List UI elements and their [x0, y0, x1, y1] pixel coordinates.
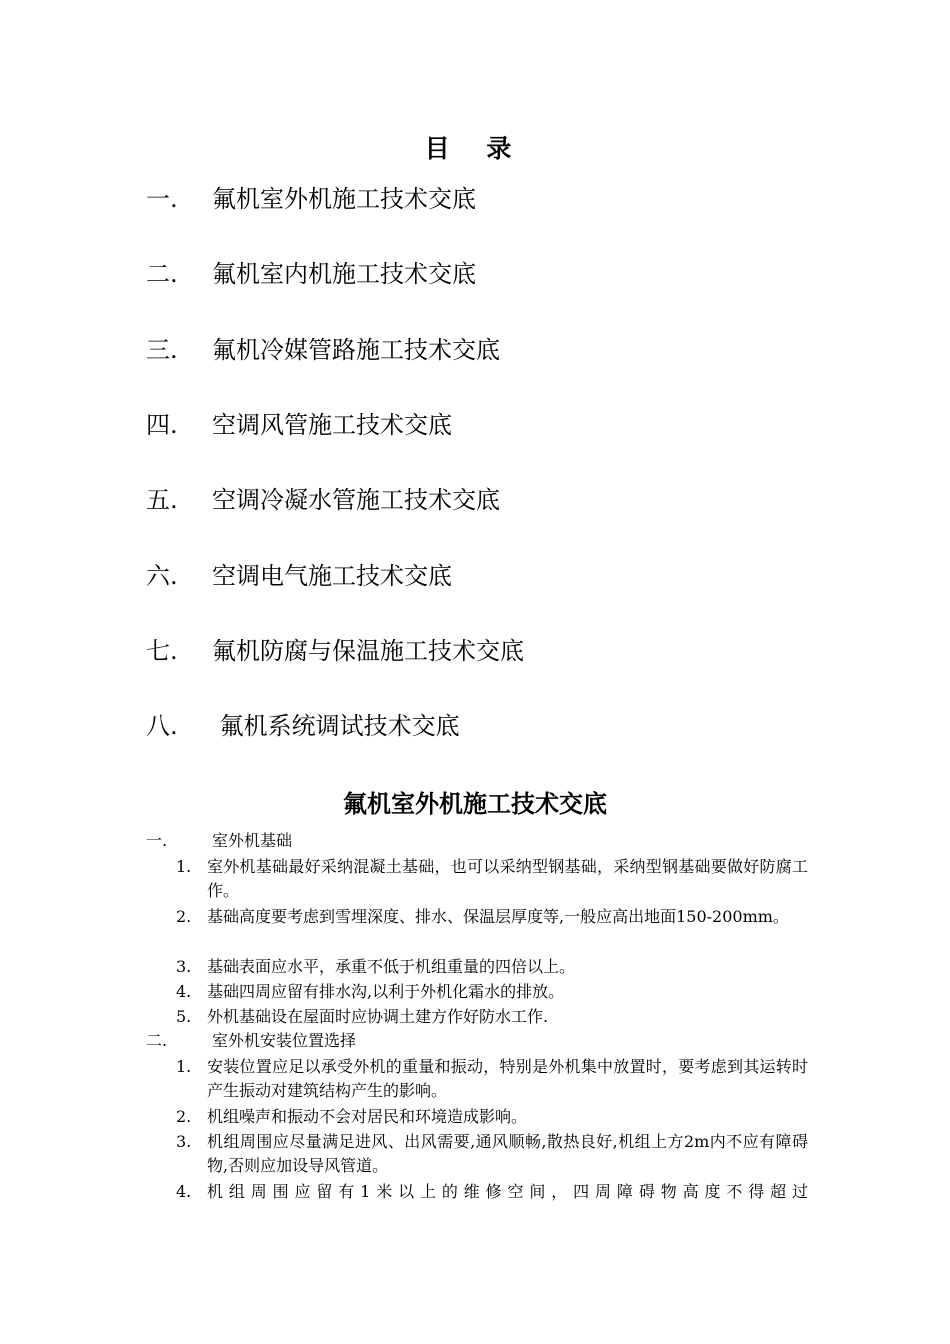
toc-item [146, 254, 476, 294]
list-item [176, 980, 808, 1004]
section-title: 氟机室外机施工技术交底 [343, 789, 607, 818]
list-item [176, 855, 808, 903]
list-item-number: 1. [176, 857, 192, 876]
list-item-text: 外机基础设在屋面时应协调土建方作好防水工作. [207, 1007, 549, 1026]
list-item [176, 1005, 808, 1029]
list-item-text: 机组噪声和振动不会对居民和环境造成影响。 [207, 1107, 528, 1126]
list-item-text: 安装位置应足以承受外机的重量和振动，特别是外机集中放置时，要考虑到其运转时产生振动对建筑结构产生的影响。 [207, 1057, 808, 1100]
section-heading-number: 一. [146, 831, 168, 850]
section-heading [146, 1029, 356, 1053]
toc-item-number: 四. [146, 411, 178, 439]
list-item [176, 1180, 808, 1204]
toc-title: 目 录 [424, 134, 526, 163]
toc-item-label: 氟机防腐与保温施工技术交底 [212, 637, 524, 665]
toc-item [146, 631, 524, 671]
list-item-number: 5. [176, 1007, 192, 1026]
list-item-number: 3. [176, 957, 192, 976]
list-item-number: 2. [176, 1107, 192, 1126]
list-item [176, 1105, 808, 1129]
list-item-text: 机组周围应留有1米以上的维修空间，四周障碍物高度不得超过 [207, 1182, 808, 1201]
list-item [176, 955, 808, 979]
list-item [176, 1055, 808, 1103]
list-item-text: 基础表面应水平，承重不低于机组重量的四倍以上。 [207, 957, 576, 976]
list-item-number: 2. [176, 907, 192, 926]
toc-item-number: 八. [146, 712, 178, 740]
toc-item-label: 空调冷凝水管施工技术交底 [212, 486, 500, 514]
list-item-number: 4. [176, 982, 192, 1001]
toc-item-number: 三. [146, 336, 178, 364]
list-item-number: 4. [176, 1182, 192, 1201]
toc-item [146, 556, 452, 596]
toc-item [146, 480, 500, 520]
list-item-text: 基础高度要考虑到雪埋深度、排水、保温层厚度等,一般应高出地面150-200mm。 [207, 907, 789, 926]
list-item-number: 3. [176, 1132, 192, 1151]
toc-item-label: 氟机冷媒管路施工技术交底 [212, 336, 500, 364]
section-heading-number: 二. [146, 1031, 168, 1050]
toc-item-number: 五. [146, 486, 178, 514]
list-item-number: 1. [176, 1057, 192, 1076]
list-item [176, 1130, 808, 1178]
toc-item [146, 706, 460, 746]
toc-item-label: 空调电气施工技术交底 [212, 562, 452, 590]
section-heading-label: 室外机安装位置选择 [212, 1031, 357, 1050]
toc-item-number: 六. [146, 562, 178, 590]
list-item [176, 905, 808, 929]
section-heading-label: 室外机基础 [212, 831, 293, 850]
toc-item-number: 二. [146, 260, 178, 288]
list-item-text: 室外机基础最好采纳混凝土基础，也可以采纳型钢基础，采纳型钢基础要做好防腐工作。 [207, 857, 808, 900]
toc-item-label: 氟机室内机施工技术交底 [212, 260, 476, 288]
toc-item [146, 405, 452, 445]
toc-item [146, 179, 476, 219]
toc-item [146, 330, 500, 370]
toc-item-number: 一. [146, 185, 178, 213]
section-heading [146, 829, 292, 853]
toc-item-label: 氟机室外机施工技术交底 [212, 185, 476, 213]
toc-item-number: 七. [146, 637, 178, 665]
toc-item-label: 氟机系统调试技术交底 [212, 712, 460, 740]
toc-item-label: 空调风管施工技术交底 [212, 411, 452, 439]
list-item-text: 机组周围应尽量满足进风、出风需要,通风顺畅,散热良好,机组上方2m内不应有障碍物,否则应加设导风管道。 [207, 1132, 808, 1175]
list-item-text: 基础四周应留有排水沟,以利于外机化霜水的排放。 [207, 982, 565, 1001]
